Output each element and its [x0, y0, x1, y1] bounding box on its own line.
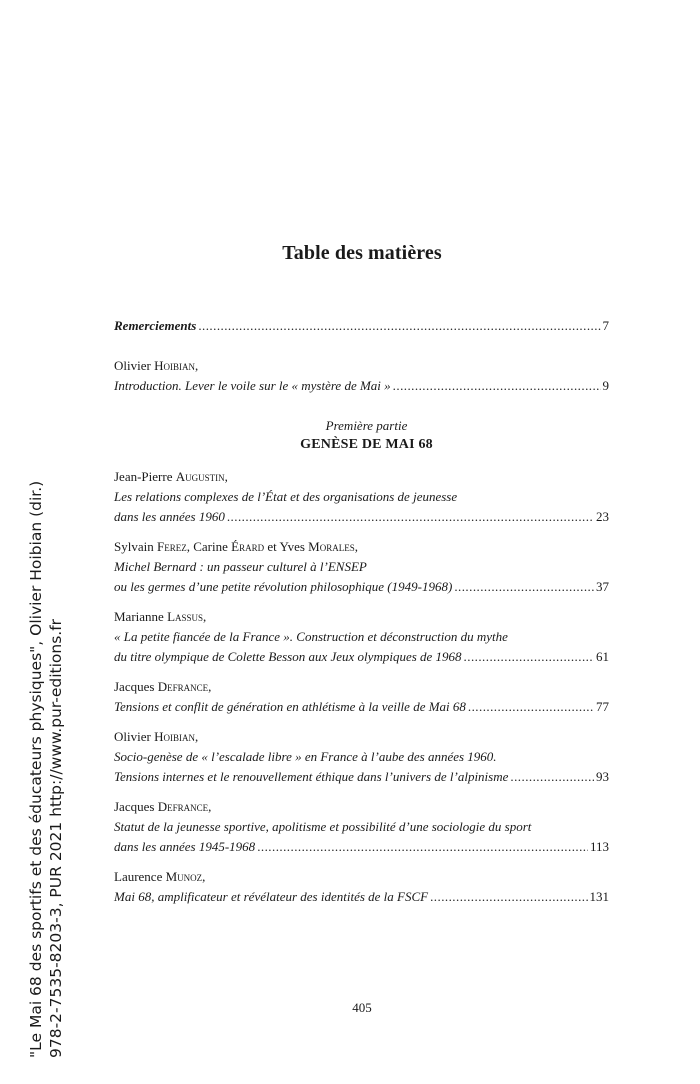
toc-page-number: 113 [589, 839, 609, 854]
toc-page-number: 23 [596, 509, 609, 524]
part-title: GENÈSE DE MAI 68 [300, 437, 433, 452]
toc-author: Olivier Hoibian, [114, 358, 199, 373]
toc-entry-title-line: Michel Bernard : un passeur culturel à l’ENSEP [114, 559, 367, 574]
dot-leader [227, 507, 594, 527]
toc-page-number: 61 [596, 649, 609, 664]
toc-entry[interactable] [114, 607, 609, 667]
toc-entry-title-line: Socio-genèse de « l’escalade libre » en France à l’aube des années 1960. [114, 749, 497, 764]
dot-leader [393, 376, 601, 396]
toc-author: Jacques Defrance, [114, 799, 212, 814]
toc-entry-title-line: Les relations complexes de l’État et des organisations de jeunesse [114, 489, 458, 504]
citation-line-1: "Le Mai 68 des sportifs et des éducateurs physiques", Olivier Hoibian (dir.) [27, 480, 45, 1058]
toc-entry-title: du titre olympique de Colette Besson aux Jeux olympiques de 1968 [114, 649, 462, 664]
toc-author: Olivier Hoibian, [114, 729, 199, 744]
toc-author: Jacques Defrance, [114, 679, 212, 694]
page-number: 405 [352, 1000, 372, 1015]
toc-author: Sylvain Ferez, Carine Érard et Yves Morales, [114, 539, 358, 554]
toc-entry-title-line: Statut de la jeunesse sportive, apolitisme et possibilité d’une sociologie du sport [114, 819, 532, 834]
toc-page-number: 9 [602, 378, 609, 393]
toc-entry[interactable] [114, 797, 609, 857]
toc-entry-title: ou les germes d’une petite révolution philosophique (1949-1968) [114, 579, 453, 594]
dot-leader [257, 837, 588, 857]
dot-leader [454, 577, 594, 597]
dot-leader [468, 697, 594, 717]
toc-page-number: 93 [596, 769, 609, 784]
dot-leader [430, 887, 587, 907]
toc-page-number: 37 [596, 579, 609, 594]
dot-leader [198, 316, 600, 336]
toc-entry-title: Remerciements [114, 318, 197, 333]
toc-entry-title-line: « La petite fiancée de la France ». Construction et déconstruction du mythe [114, 629, 508, 644]
toc-page-number: 131 [589, 889, 609, 904]
toc-entry-title: dans les années 1945-1968 [114, 839, 256, 854]
toc-entry-title: dans les années 1960 [114, 509, 225, 524]
toc-entry[interactable] [114, 677, 609, 717]
dot-leader [510, 767, 594, 787]
toc-entries [114, 467, 609, 907]
toc-entry[interactable] [114, 867, 609, 907]
part-label: Première partie [325, 418, 408, 433]
toc-entry[interactable] [114, 537, 609, 597]
toc-author: Marianne Lassus, [114, 609, 207, 624]
toc-page-number: 7 [602, 318, 609, 333]
toc-entry-title: Tensions et conflit de génération en athlétisme à la veille de Mai 68 [114, 699, 466, 714]
toc-entry[interactable] [114, 727, 609, 787]
citation-sidebar [26, 481, 66, 1058]
toc-entry-title: Mai 68, amplificateur et révélateur des identités de la FSCF [114, 889, 429, 904]
citation-line-2: 978-2-7535-8203-3, PUR 2021 http://www.pur-editions.fr [47, 618, 65, 1058]
toc-entry-title: Tensions internes et le renouvellement éthique dans l’univers de l’alpinisme [114, 769, 509, 784]
toc-entry-remerciements[interactable] [114, 316, 609, 336]
page-title: Table des matières [282, 242, 442, 264]
toc-page-number: 77 [596, 699, 609, 714]
table-of-contents [114, 316, 609, 917]
toc-author: Laurence Munoz, [114, 869, 206, 884]
toc-author: Jean-Pierre Augustin, [114, 469, 228, 484]
dot-leader [464, 647, 594, 667]
toc-entry-title: Introduction. Lever le voile sur le « mystère de Mai » [114, 378, 391, 393]
toc-entry-introduction[interactable] [114, 356, 609, 396]
toc-entry[interactable] [114, 467, 609, 527]
